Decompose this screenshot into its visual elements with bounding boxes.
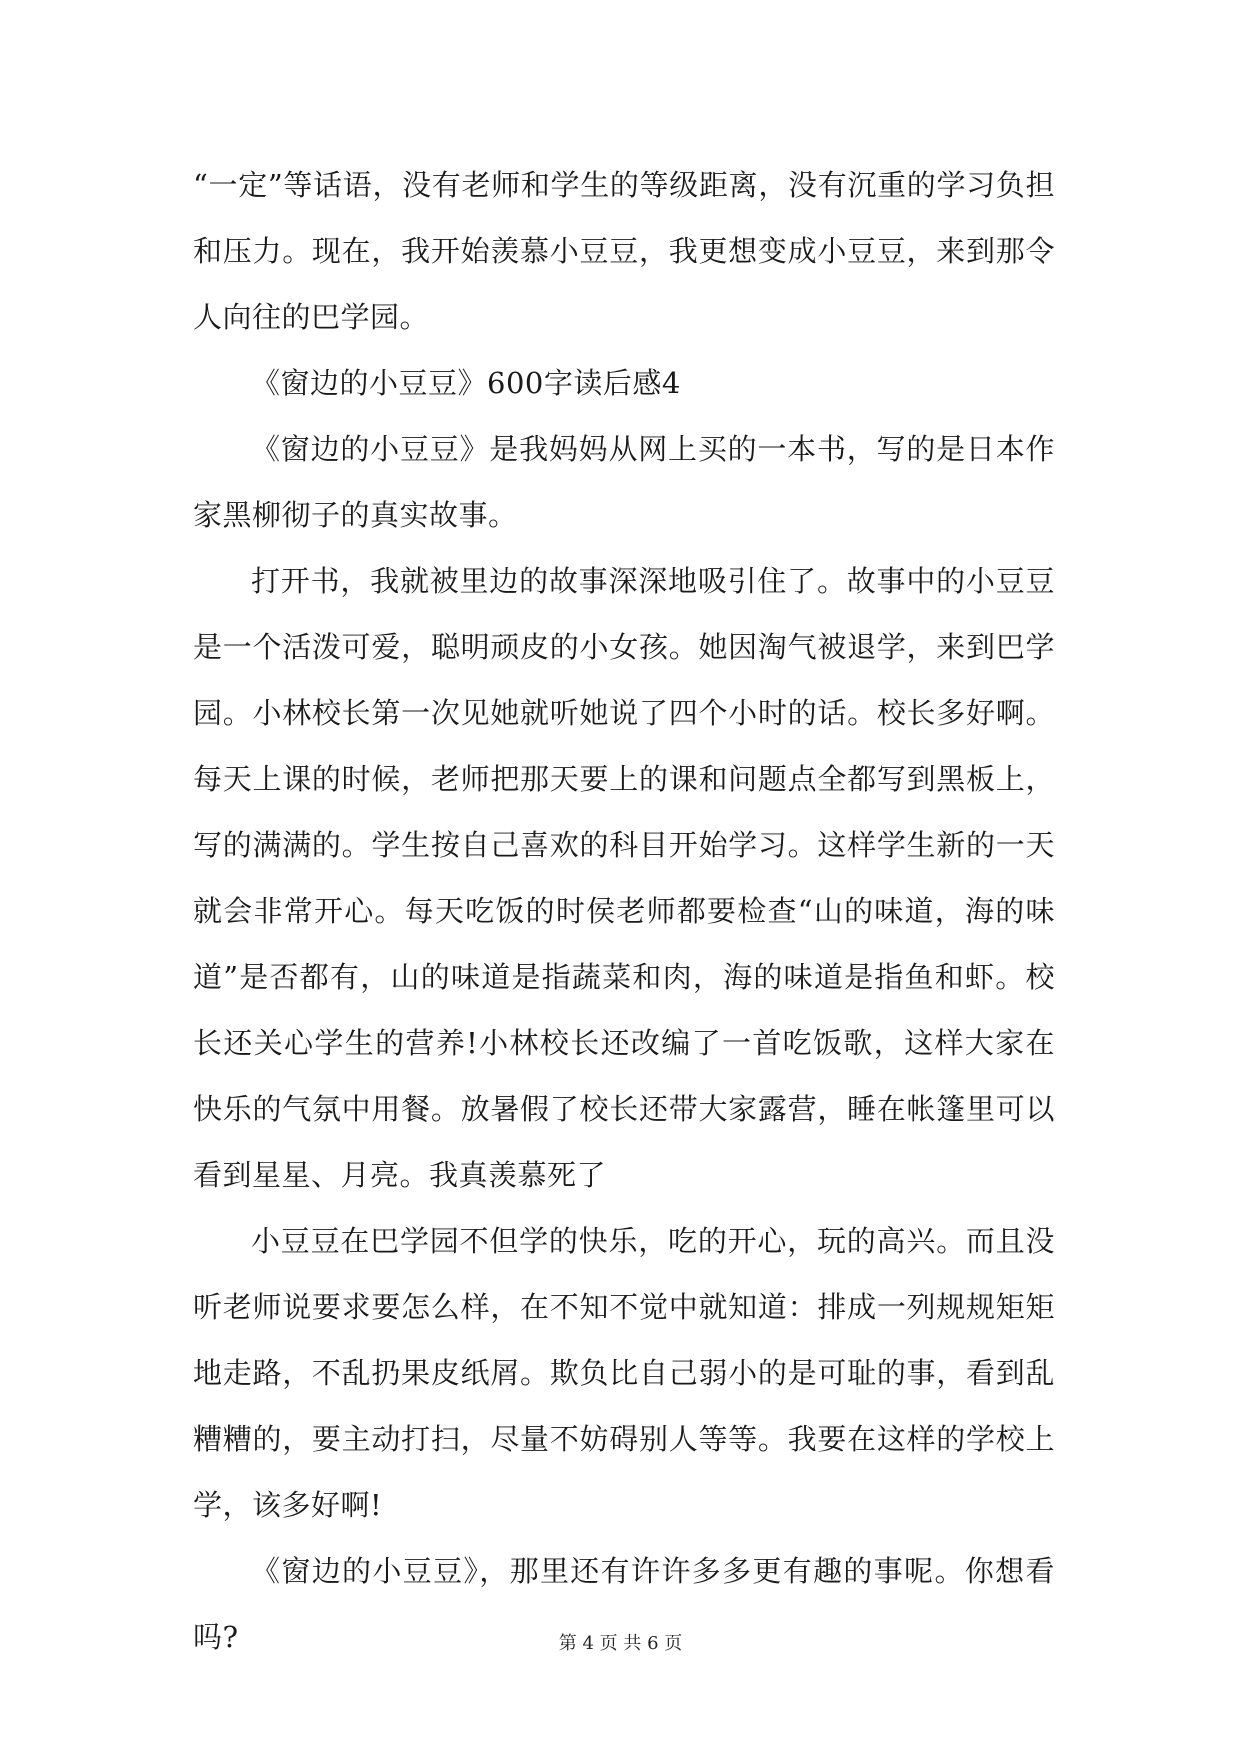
- page-number-footer: 第 4 页 共 6 页: [558, 1633, 683, 1654]
- paragraph-reflection: 小豆豆在巴学园不但学的快乐，吃的开心，玩的高兴。而且没听老师说要求要怎么样，在不知不觉中就知道：排成一列规规矩矩地走路，不乱扔果皮纸屑。欺负比自己弱小的是可耻的事，看到乱糟糟的，要主动打扫，尽量不妨碍别人等等。我要在这样的学校上学，该多好啊!: [193, 1224, 1055, 1522]
- paragraph-closing: 《窗边的小豆豆》，那里还有许许多多更有趣的事呢。你想看吗?: [193, 1554, 1055, 1654]
- paragraph-story: 打开书，我就被里边的故事深深地吸引住了。故事中的小豆豆是一个活泼可爱，聪明顽皮的小女孩。她因淘气被退学，来到巴学园。小林校长第一次见她就听她说了四个小时的话。校长多好啊。每天上课的时候，老师把那天要上的课和问题点全都写到黑板上，写的满满的。学生按自己喜欢的科目开始学习。这样学生新的一天就会非常开心。每天吃饭的时侯老师都要检查“山的味道，海的味道”是否都有，山的味道是指蔬菜和肉，海的味道是指鱼和虾。校长还关心学生的营养!小林校长还改编了一首吃饭歌，这样大家在快乐的气氛中用餐。放暑假了校长还带大家露营，睡在帐篷里可以看到星星、月亮。我真羡慕死了: [193, 564, 1055, 1192]
- paragraph-continuation: “一定”等话语，没有老师和学生的等级距离，没有沉重的学习负担和压力。现在，我开始羡慕小豆豆，我更想变成小豆豆，来到那令人向往的巴学园。: [193, 168, 1055, 334]
- section-heading: 《窗边的小豆豆》600字读后感4: [251, 366, 681, 400]
- body-text: [193, 152, 1055, 1670]
- paragraph-intro: 《窗边的小豆豆》是我妈妈从网上买的一本书，写的是日本作家黑柳彻子的真实故事。: [193, 432, 1055, 532]
